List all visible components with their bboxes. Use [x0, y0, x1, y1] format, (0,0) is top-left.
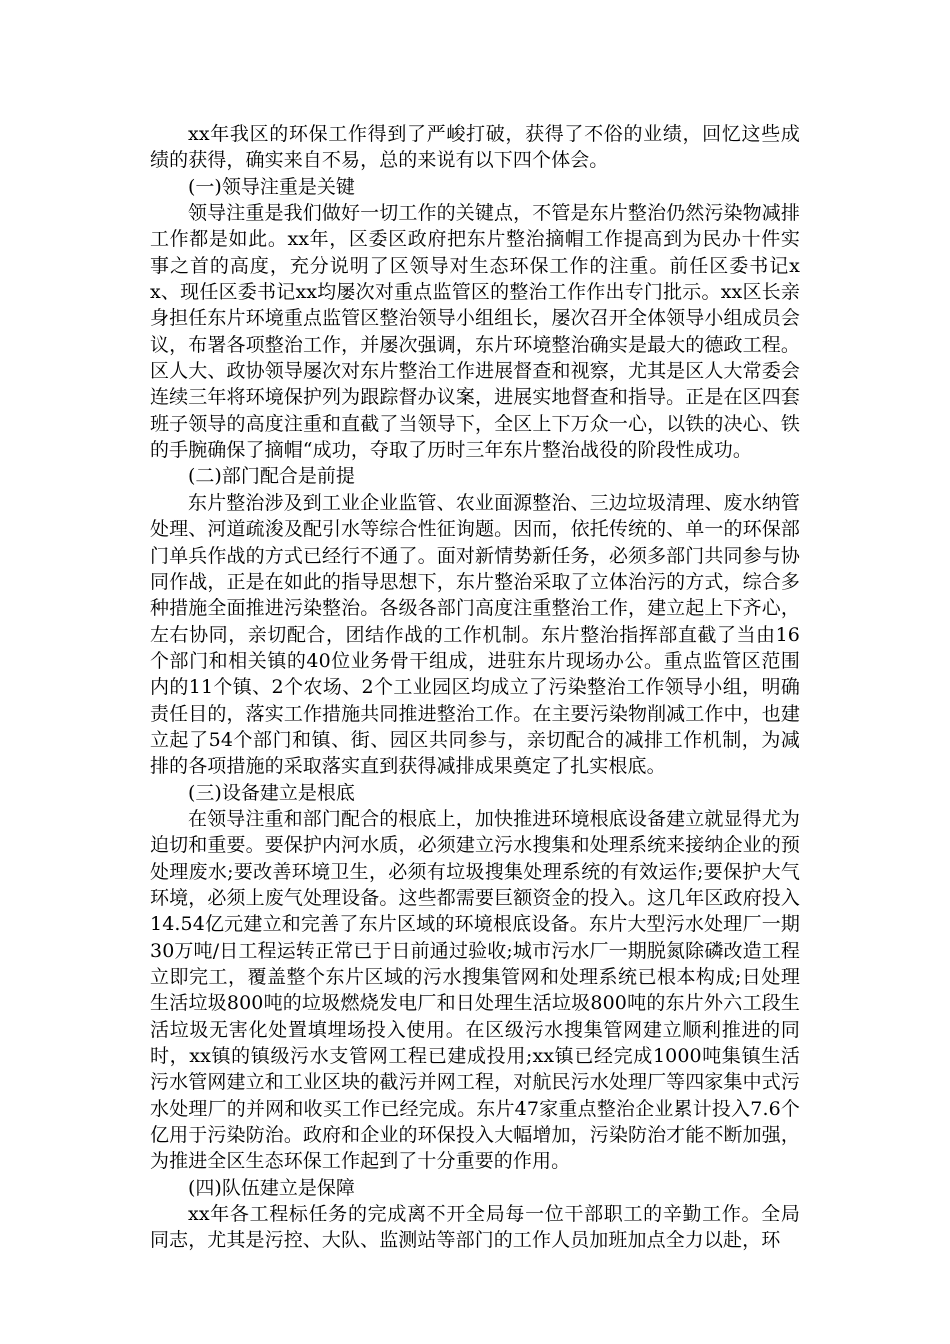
paragraph-intro: xx年我区的环保工作得到了严峻打破，获得了不俗的业绩，回忆这些成绩的获得，确实来自不易，总的来说有以下四个体会。	[150, 123, 800, 172]
section-heading-1: (一)领导注重是关键	[188, 175, 355, 198]
section-heading-4: (四)队伍建立是保障	[188, 1176, 355, 1199]
paragraph-section-2: 东片整治涉及到工业企业监管、农业面源整治、三边垃圾清理、废水纳管处理、河道疏浚及配引水等综合性征询题。因而，依托传统的、单一的环保部门单兵作战的方式已经行不通了。面对新情势新任务，必须多部门共同参与协同作战，正是在如此的指导思想下，东片整治采取了立体治污的方式，综合多种措施全面推进污染整治。各级各部门高度注重整治工作，建立起上下齐心，左右协同，亲切配合，团结作战的工作机制。东片整治指挥部直截了当由16个部门和相关镇的40位业务骨干组成，进驻东片现场办公。重点监管区范围内的11个镇、2个农场、2个工业园区均成立了污染整治工作领导小组，明确责任目的，落实工作措施共同推进整治工作。在主要污染物削减工作中，也建立起了54个部门和镇、街、园区共同参与，亲切配合的减排工作机制，为减排的各项措施的采取落实直到获得减排成果奠定了扎实根底。	[150, 491, 800, 778]
section-heading-3: (三)设备建立是根底	[188, 781, 355, 804]
paragraph-section-3: 在领导注重和部门配合的根底上，加快推进环境根底设备建立就显得尤为迫切和重要。要保护内河水质，必须建立污水搜集和处理系统来接纳企业的预处理废水;要改善环境卫生，必须有垃圾搜集处理系统的有效运作;要保护大气环境，必须上废气处理设备。这些都需要巨额资金的投入。这几年区政府投入14.54亿元建立和完善了东片区域的环境根底设备。东片大型污水处理厂一期30万吨/日工程运转正常已于日前通过验收;城市污水厂一期脱氮除磷改造工程立即完工，覆盖整个东片区域的污水搜集管网和处理系统已根本构成;日处理生活垃圾800吨的垃圾燃烧发电厂和日处理生活垃圾800吨的东片外六工段生活垃圾无害化处置填埋场投入使用。在区级污水搜集管网建立顺利推进的同时，xx镇的镇级污水支管网工程已建成投用;xx镇已经完成1000吨集镇生活污水管网建立和工业区块的截污并网工程，对航民污水处理厂等四家集中式污水处理厂的并网和收买工作已经完成。东片47家重点整治企业累计投入7.6个亿用于污染防治。政府和企业的环保投入大幅增加，污染防治才能不断加强，为推进全区生态环保工作起到了十分重要的作用。	[150, 807, 800, 1173]
paragraph-section-1: 领导注重是我们做好一切工作的关键点，不管是东片整治仍然污染物减排工作都是如此。xx年，区委区政府把东片整治摘帽工作提高到为民办十件实事之首的高度，充分说明了区领导对生态环保工作的注重。前任区委书记xx、现任区委书记xx均屡次对重点监管区的整治工作作出专门批示。xx区长亲身担任东片环境重点监管区整治领导小组组长，屡次召开全体领导小组成员会议，布署各项整治工作，并屡次强调，东片环境整治确实是最大的德政工程。区人大、政协领导屡次对东片整治工作进展督查和视察，尤其是区人大常委会连续三年将环境保护列为跟踪督办议案，进展实地督查和指导。正是在区四套班子领导的高度注重和直截了当领导下，全区上下万众一心，以铁的决心、铁的手腕确保了摘帽“成功，夺取了历时三年东片整治战役的阶段性成功。	[150, 202, 800, 462]
document-body	[150, 121, 800, 1254]
section-heading-2: (二)部门配合是前提	[188, 465, 355, 488]
paragraph-section-4: xx年各工程标任务的完成离不开全局每一位干部职工的辛勤工作。全局同志，尤其是污控、大队、监测站等部门的工作人员加班加点全力以赴，环	[150, 1203, 800, 1252]
